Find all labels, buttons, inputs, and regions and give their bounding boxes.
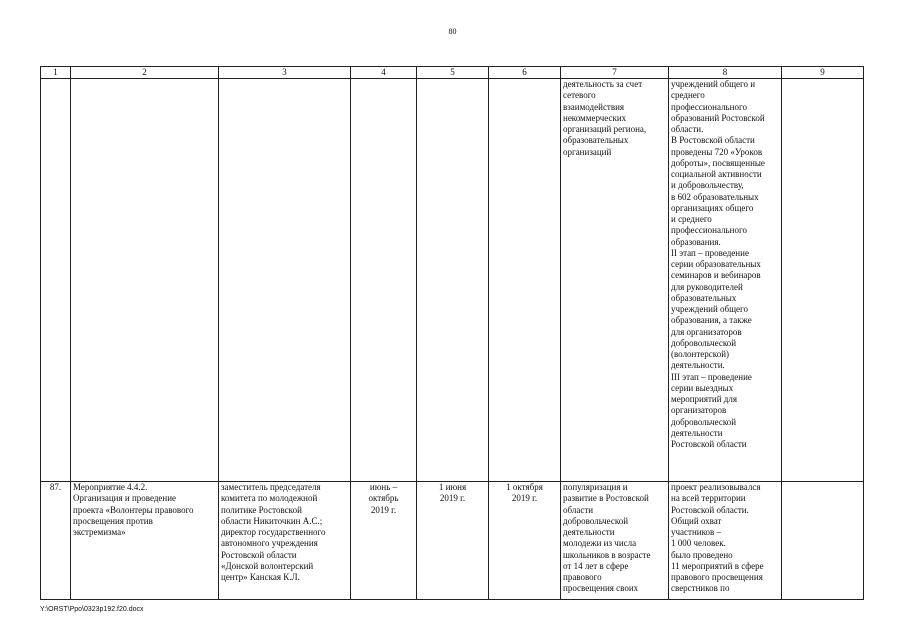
measure-name-cell bbox=[71, 79, 219, 482]
row-number-cell: 87. bbox=[41, 482, 71, 600]
column-number: 3 bbox=[219, 67, 351, 79]
responsible-cell: заместитель председателя комитета по молодежной политике Ростовской области Никиточкин А.С.; директор государственного автономного учреждения Ростовской области «Донской волонтерский центр» Канская К.Л. bbox=[219, 482, 351, 600]
column-number: 2 bbox=[71, 67, 219, 79]
column-number: 9 bbox=[782, 67, 864, 79]
measure-name-cell: Мероприятие 4.4.2. Организация и проведение проекта «Волонтеры правового просвещения против экстремизма» bbox=[71, 482, 219, 600]
note-cell bbox=[782, 482, 864, 600]
table-row bbox=[41, 79, 864, 482]
expected-result-cell: деятельность за счет сетевого взаимодействия некоммерческих организаций региона, образовательных организаций bbox=[561, 79, 669, 482]
measures-table bbox=[40, 66, 864, 600]
column-number: 6 bbox=[489, 67, 561, 79]
period-cell: июнь – октябрь 2019 г. bbox=[351, 482, 417, 600]
start-date-cell bbox=[417, 79, 489, 482]
expected-result-cell: популяризация и развитие в Ростовской области добровольческой деятельности молодежи из числа школьников в возрасте от 14 лет в сфере правового просвещения своих bbox=[561, 482, 669, 600]
column-number: 8 bbox=[669, 67, 782, 79]
column-number: 4 bbox=[351, 67, 417, 79]
page-number: 80 bbox=[448, 27, 457, 36]
column-number-row bbox=[41, 67, 864, 79]
note-cell bbox=[782, 79, 864, 482]
end-date-cell: 1 октября 2019 г. bbox=[489, 482, 561, 600]
row-number-cell bbox=[41, 79, 71, 482]
actual-result-cell: учреждений общего и среднего профессионального образований Ростовской области. В Ростовской области проведены 720 «Уроков доброты», посвященные социальной активности и добровольчеству, в 602 образовательных организациях общего и среднего профессионального образования. II этап – проведение серии образовательных семинаров и вебинаров для руководителей образовательных учреждений общего образования, а также для организаторов добровольческой (волонтерской) деятельности. III этап – проведение серии выездных мероприятий для организаторов добровольческой деятельности Ростовской области bbox=[669, 79, 782, 482]
start-date-cell: 1 июня 2019 г. bbox=[417, 482, 489, 600]
table-row bbox=[41, 482, 864, 600]
end-date-cell bbox=[489, 79, 561, 482]
column-number: 7 bbox=[561, 67, 669, 79]
column-number: 1 bbox=[41, 67, 71, 79]
period-cell bbox=[351, 79, 417, 482]
file-path-footer: Y:\ORST\Ppo\0323p192.f20.docx bbox=[40, 606, 144, 613]
responsible-cell bbox=[219, 79, 351, 482]
actual-result-cell: проект реализовывался на всей территории Ростовской области. Общий охват участников – 1 000 человек. было проведено 11 мероприятий в сфере правового просвещения сверстников по bbox=[669, 482, 782, 600]
column-number: 5 bbox=[417, 67, 489, 79]
